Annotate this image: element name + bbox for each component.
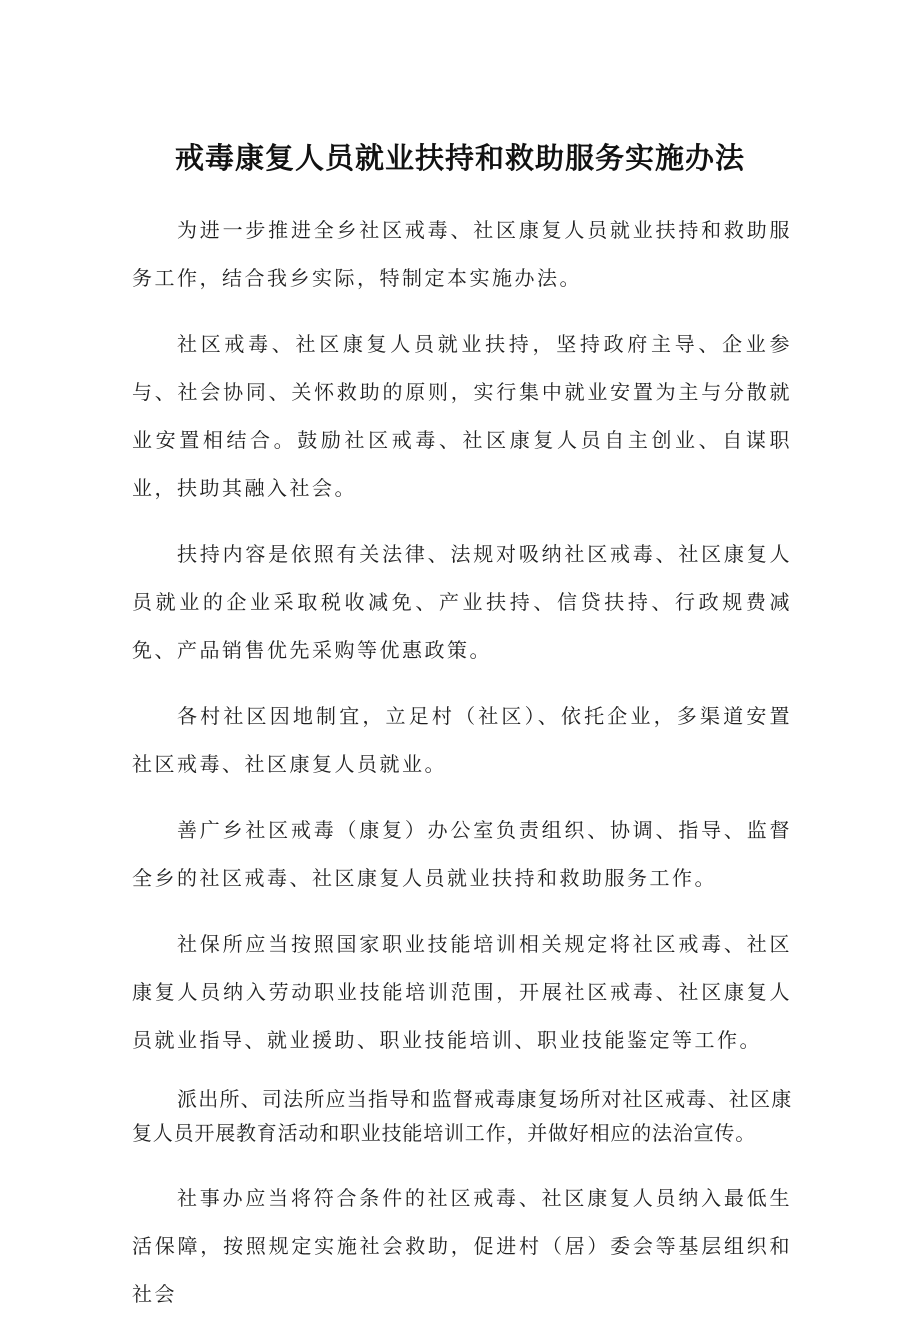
paragraph-support-content: 扶持内容是依照有关法律、法规对吸纳社区戒毒、社区康复人员就业的企业采取税收减免、产业扶持、信贷扶持、行政规费减免、产品销售优先采购等优惠政策。 — [132, 542, 792, 662]
paragraph-social-security: 社保所应当按照国家职业技能培训相关规定将社区戒毒、社区康复人员纳入劳动职业技能培训范围，开展社区戒毒、社区康复人员就业指导、就业援助、职业技能培训、职业技能鉴定等工作。 — [132, 932, 792, 1052]
paragraph-police-justice: 派出所、司法所应当指导和监督戒毒康复场所对社区戒毒、社区康复人员开展教育活动和职业技能培训工作，并做好相应的法治宣传。 — [132, 1087, 792, 1145]
paragraph-social-affairs: 社事办应当将符合条件的社区戒毒、社区康复人员纳入最低生活保障，按照规定实施社会救助，促进村（居）委会等基层组织和社会 — [132, 1186, 792, 1306]
paragraph-principles: 社区戒毒、社区康复人员就业扶持，坚持政府主导、企业参与、社会协同、关怀救助的原则，实行集中就业安置为主与分散就业安置相结合。鼓励社区戒毒、社区康复人员自主创业、自谋职业，扶助其融入社会。 — [132, 332, 792, 500]
document-body — [132, 206, 792, 1336]
paragraph-office-duty: 善广乡社区戒毒（康复）办公室负责组织、协调、指导、监督全乡的社区戒毒、社区康复人员就业扶持和救助服务工作。 — [132, 818, 792, 890]
document-title: 戒毒康复人员就业扶持和救助服务实施办法 — [174, 141, 745, 175]
paragraph-village-placement: 各村社区因地制宜，立足村（社区）、依托企业，多渠道安置社区戒毒、社区康复人员就业。 — [132, 704, 792, 776]
paragraph-intro: 为进一步推进全乡社区戒毒、社区康复人员就业扶持和救助服务工作，结合我乡实际，特制定本实施办法。 — [132, 218, 792, 290]
